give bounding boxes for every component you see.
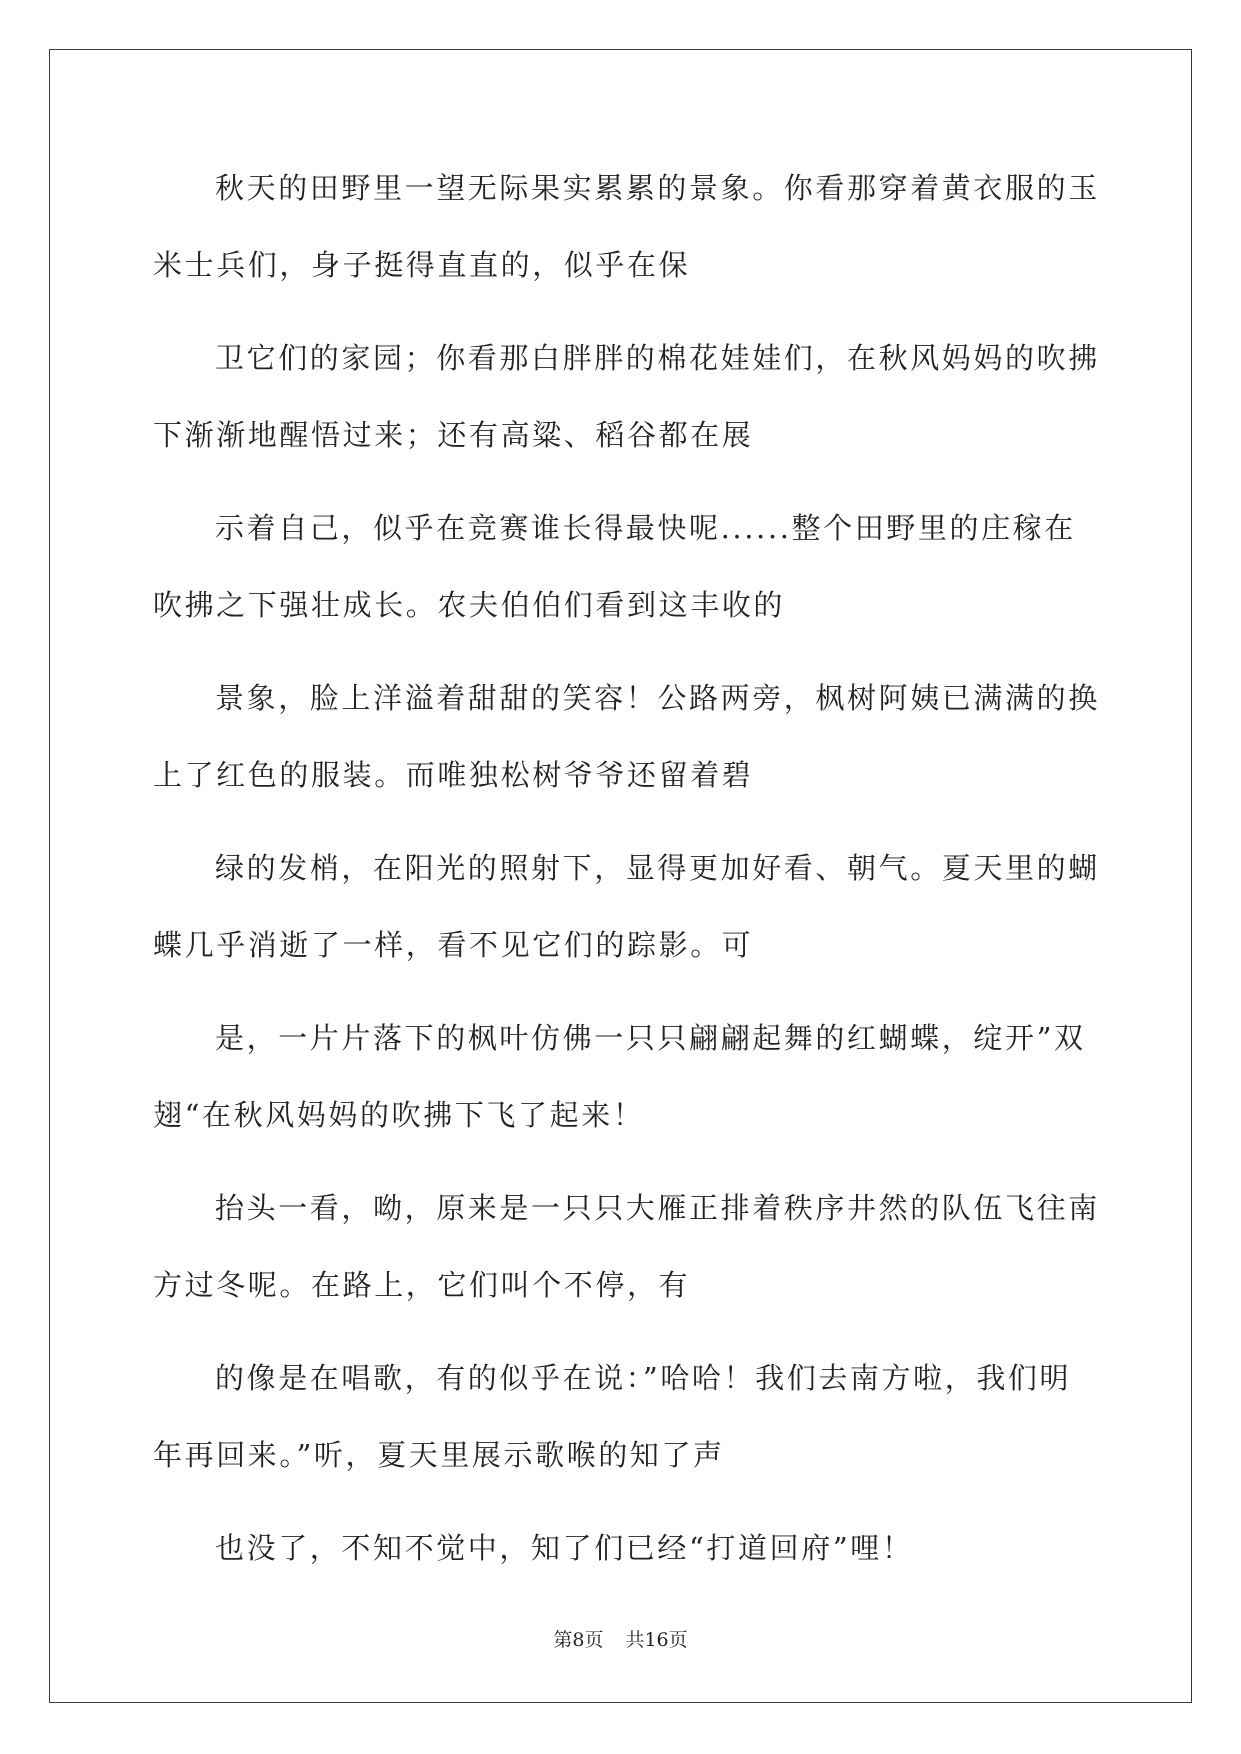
paragraph-line: 抬头一看，呦，原来是一只只大雁正排着秩序井然的队伍飞往南	[215, 1191, 1100, 1225]
paragraph-line: 方过冬呢。在路上，它们叫个不停，有	[153, 1268, 691, 1302]
paragraph-1	[153, 150, 1100, 304]
paragraph-2	[153, 320, 1100, 474]
paragraph-line: 蝶几乎消逝了一样，看不见它们的踪影。可	[153, 928, 754, 962]
paragraph-8	[153, 1340, 1093, 1494]
paragraph-line: 卫它们的家园；你看那白胖胖的棉花娃娃们，在秋风妈妈的吹拂	[215, 341, 1100, 375]
paragraph-7	[153, 1170, 1100, 1324]
paragraph-line: 下渐渐地醒悟过来；还有高粱、稻谷都在展	[153, 418, 754, 452]
paragraph-line: 年再回来。”听，夏天里展示歌喉的知了声	[153, 1438, 725, 1472]
paragraph-line: 翅“在秋风妈妈的吹拂下飞了起来！	[153, 1098, 645, 1132]
paragraph-line: 景象，脸上洋溢着甜甜的笑容！公路两旁，枫树阿姨已满满的换	[215, 681, 1100, 715]
paragraph-line: 吹拂之下强壮成长。农夫伯伯们看到这丰收的	[153, 588, 786, 622]
page-footer	[0, 1625, 1241, 1652]
document-body	[153, 150, 1100, 1603]
paragraph-line: 的像是在唱歌，有的似乎在说：”哈哈！我们去南方啦，我们明	[215, 1361, 1072, 1395]
page-total: 共16页	[625, 1629, 688, 1651]
paragraph-line: 也没了，不知不觉中，知了们已经“打道回府”哩！	[215, 1531, 914, 1565]
paragraph-line: 米士兵们，身子挺得直直的，似乎在保	[153, 248, 691, 282]
paragraph-6	[153, 1000, 1093, 1154]
paragraph-line: 上了红色的服装。而唯独松树爷爷还留着碧	[153, 758, 754, 792]
paragraph-line: 秋天的田野里一望无际果实累累的景象。你看那穿着黄衣服的玉	[215, 171, 1100, 205]
page-number: 第8页	[553, 1629, 604, 1651]
paragraph-5	[153, 830, 1100, 984]
paragraph-line: 示着自己，似乎在竞赛谁长得最快呢......整个田野里的庄稼在	[215, 511, 1076, 545]
paragraph-line: 绿的发梢，在阳光的照射下，显得更加好看、朝气。夏天里的蝴	[215, 851, 1100, 885]
paragraph-9	[153, 1510, 1093, 1587]
paragraph-4	[153, 660, 1100, 814]
paragraph-line: 是，一片片落下的枫叶仿佛一只只翩翩起舞的红蝴蝶，绽开”双	[215, 1021, 1086, 1055]
paragraph-3	[153, 490, 1093, 644]
